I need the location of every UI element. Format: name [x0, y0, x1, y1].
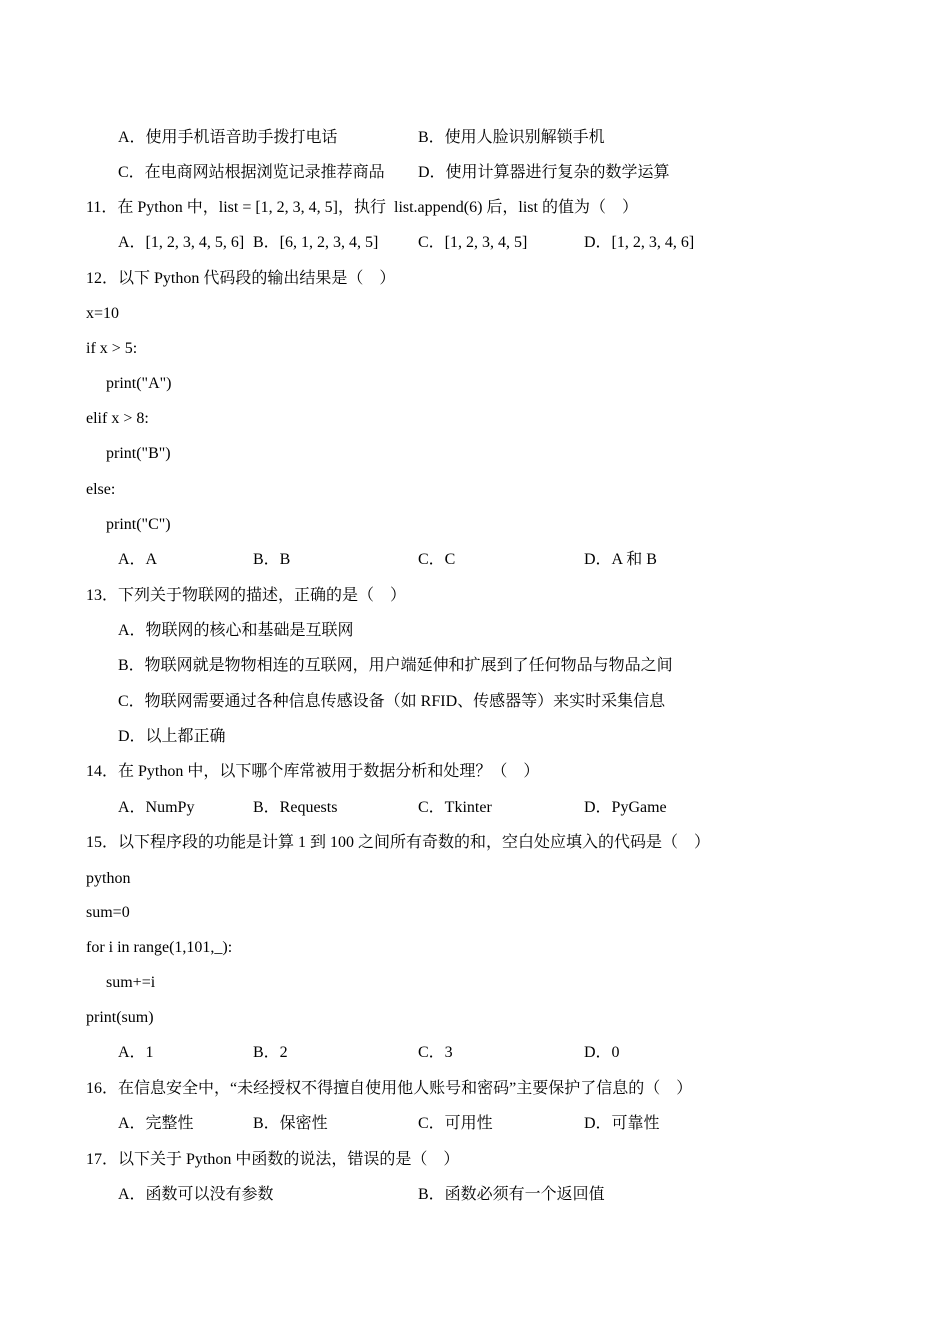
- q12-stem: 12．以下 Python 代码段的输出结果是（ ）: [86, 270, 396, 287]
- q13-option-b: B．物联网就是物物相连的互联网，用户端延伸和扩展到了任何物品与物品之间: [118, 657, 673, 674]
- q15-option-d: D．0: [584, 1044, 620, 1061]
- q10-option-d: D．使用计算器进行复杂的数学运算: [418, 164, 670, 181]
- q12-option-a: A．A: [118, 551, 158, 568]
- q15-code-line: sum+=i: [106, 974, 156, 991]
- q17-stem: 17．以下关于 Python 中函数的说法，错误的是（ ）: [86, 1151, 460, 1168]
- q11-option-b: B．[6, 1, 2, 3, 4, 5]: [253, 234, 379, 251]
- q13-stem: 13．下列关于物联网的描述，正确的是（ ）: [86, 587, 407, 604]
- q10-option-a: A．使用手机语音助手拨打电话: [118, 129, 338, 146]
- q12-option-b: B．B: [253, 551, 291, 568]
- q15-code-line: for i in range(1,101,_):: [86, 939, 233, 956]
- q13-option-a: A．物联网的核心和基础是互联网: [118, 622, 354, 639]
- q16-option-a: A．完整性: [118, 1115, 194, 1132]
- q13-option-d: D．以上都正确: [118, 728, 226, 745]
- q13-option-c: C．物联网需要通过各种信息传感设备（如 RFID、传感器等）来实时采集信息: [118, 693, 666, 710]
- q12-code-line: print("A"): [106, 375, 172, 392]
- q11-stem: 11．在 Python 中，list = [1, 2, 3, 4, 5]，执行 list.append(6) 后，list 的值为（ ）: [86, 199, 638, 216]
- q15-code-line: print(sum): [86, 1009, 154, 1026]
- q15-stem: 15．以下程序段的功能是计算 1 到 100 之间所有奇数的和，空白处应填入的代码是（ ）: [86, 834, 711, 851]
- q12-code-line: else:: [86, 481, 116, 498]
- q17-option-b: B．函数必须有一个返回值: [418, 1186, 605, 1203]
- q11-option-c: C．[1, 2, 3, 4, 5]: [418, 234, 528, 251]
- q10-option-b: B．使用人脸识别解锁手机: [418, 129, 605, 146]
- q12-option-c: C．C: [418, 551, 456, 568]
- q12-code-line: print("B"): [106, 445, 171, 462]
- q12-code-line: print("C"): [106, 516, 171, 533]
- q14-stem: 14．在 Python 中，以下哪个库常被用于数据分析和处理？（ ）: [86, 763, 540, 780]
- q12-option-d: D．A 和 B: [584, 551, 657, 568]
- q15-option-a: A．1: [118, 1044, 154, 1061]
- q15-code-line: python: [86, 870, 131, 887]
- q11-option-a: A．[1, 2, 3, 4, 5, 6]: [118, 234, 245, 251]
- q12-code-line: x=10: [86, 305, 120, 322]
- q12-code-line: if x > 5:: [86, 340, 138, 357]
- q17-option-a: A．函数可以没有参数: [118, 1186, 274, 1203]
- q10-option-c: C．在电商网站根据浏览记录推荐商品: [118, 164, 385, 181]
- q16-option-b: B．保密性: [253, 1115, 328, 1132]
- q11-option-d: D．[1, 2, 3, 4, 6]: [584, 234, 695, 251]
- q16-option-d: D．可靠性: [584, 1115, 660, 1132]
- q14-option-a: A．NumPy: [118, 799, 195, 816]
- q14-option-b: B．Requests: [253, 799, 338, 816]
- q14-option-c: C．Tkinter: [418, 799, 492, 816]
- q12-code-line: elif x > 8:: [86, 410, 149, 427]
- q16-option-c: C．可用性: [418, 1115, 493, 1132]
- q15-option-c: C．3: [418, 1044, 453, 1061]
- q14-option-d: D．PyGame: [584, 799, 667, 816]
- q15-option-b: B．2: [253, 1044, 288, 1061]
- q15-code-line: sum=0: [86, 904, 130, 921]
- q16-stem: 16．在信息安全中，“未经授权不得擅自使用他人账号和密码”主要保护了信息的（ ）: [86, 1080, 693, 1097]
